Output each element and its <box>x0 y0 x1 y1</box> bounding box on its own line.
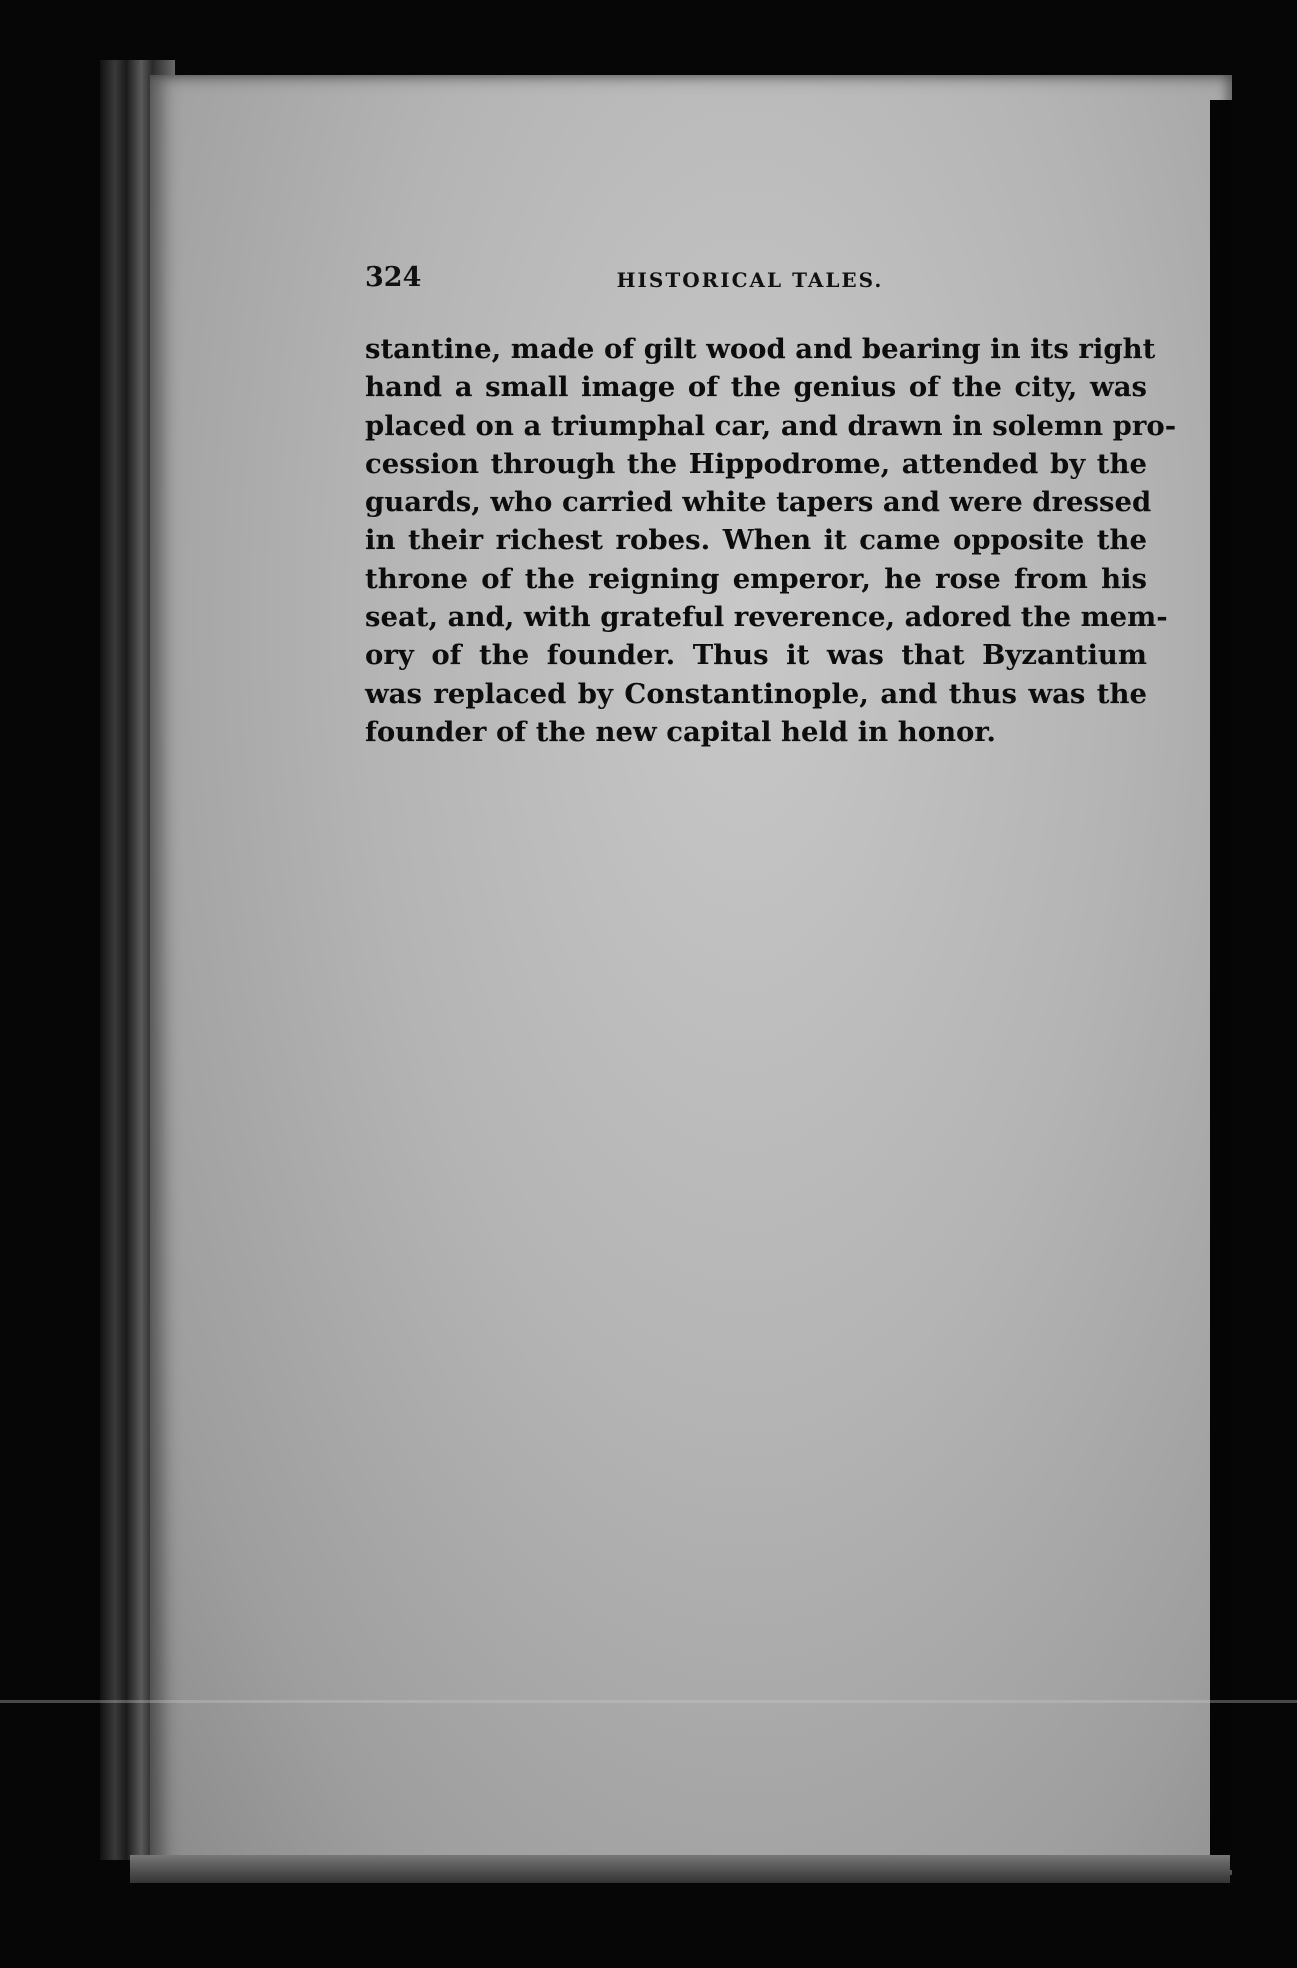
text-line: placed on a triumphal car, and drawn in solemn pro- <box>365 409 1177 442</box>
text-line: in their richest robes. When it came opposite the <box>365 524 1147 557</box>
text-line: hand a small image of the genius of the city, was <box>365 371 1147 404</box>
text-line: seat, and, with grateful reverence, adored the mem- <box>365 601 1168 634</box>
running-title: HISTORICAL TALES. <box>616 268 884 292</box>
text-line: stantine, made of gilt wood and bearing in its right <box>365 333 1156 365</box>
page-number: 324 <box>365 262 422 293</box>
page-bottom-edge <box>130 1855 1230 1883</box>
text-line: ory of the founder. Thus it was that Byzantium <box>365 639 1147 672</box>
text-line: guards, who carried white tapers and were dressed <box>365 486 1152 519</box>
text-line: throne of the reigning emperor, he rose from his <box>365 562 1147 595</box>
scan-artifact-line <box>0 1700 1297 1703</box>
text-line: founder of the new capital held in honor. <box>365 715 996 748</box>
text-line: was replaced by Constantinople, and thus was the <box>365 677 1147 710</box>
body-paragraph <box>365 330 1177 751</box>
page-edge-shadow <box>1210 100 1232 1870</box>
text-line: cession through the Hippodrome, attended by the <box>365 447 1147 480</box>
running-head <box>365 262 1135 302</box>
